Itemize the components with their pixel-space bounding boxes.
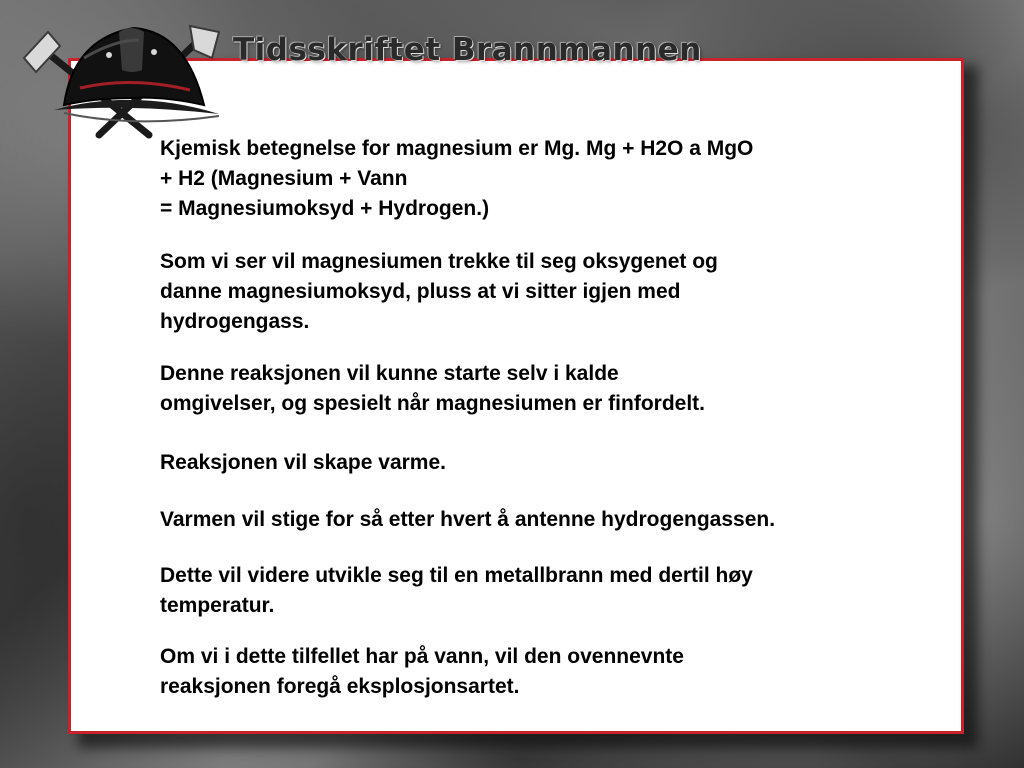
text-line: temperatur. <box>160 594 275 617</box>
paragraph-heat <box>160 448 446 478</box>
paragraph-metal-fire <box>160 561 753 621</box>
text-line: Som vi ser vil magnesiumen trekke til seg oksygenet og <box>160 250 718 273</box>
text-line: Denne reaksjonen vil kunne starte selv i kalde <box>160 362 619 385</box>
text-line: reaksjonen foregå eksplosjonsartet. <box>160 675 520 698</box>
text-line: omgivelser, og spesielt når magnesiumen er finfordelt. <box>160 392 705 415</box>
text-line: Kjemisk betegnelse for magnesium er Mg. Mg + H2O a MgO <box>160 137 754 160</box>
masthead-title: Tidsskriftet Brannmannen <box>233 32 702 68</box>
text-line: + H2 (Magnesium + Vann <box>160 167 408 190</box>
text-line: danne magnesiumoksyd, pluss at vi sitter igjen med <box>160 280 681 303</box>
paragraph-chemical-notation <box>160 134 753 224</box>
text-line: Reaksjonen vil skape varme. <box>160 451 446 474</box>
text-line: Varmen vil stige for så etter hvert å antenne hydrogengassen. <box>160 508 776 531</box>
text-line: Om vi i dette tilfellet har på vann, vil den ovennevnte <box>160 645 684 668</box>
paragraph-hydrogen-ignition <box>160 505 775 535</box>
text-line: = Magnesiumoksyd + Hydrogen.) <box>160 197 490 220</box>
paragraph-explosive-reaction <box>160 642 684 702</box>
text-line: hydrogengass. <box>160 310 310 333</box>
paragraph-oxygen-binding <box>160 247 718 337</box>
text-line: Dette vil videre utvikle seg til en metallbrann med dertil høy <box>160 564 753 587</box>
firefighter-helmet-crossed-axes-icon <box>14 10 234 140</box>
paragraph-cold-conditions <box>160 359 705 419</box>
